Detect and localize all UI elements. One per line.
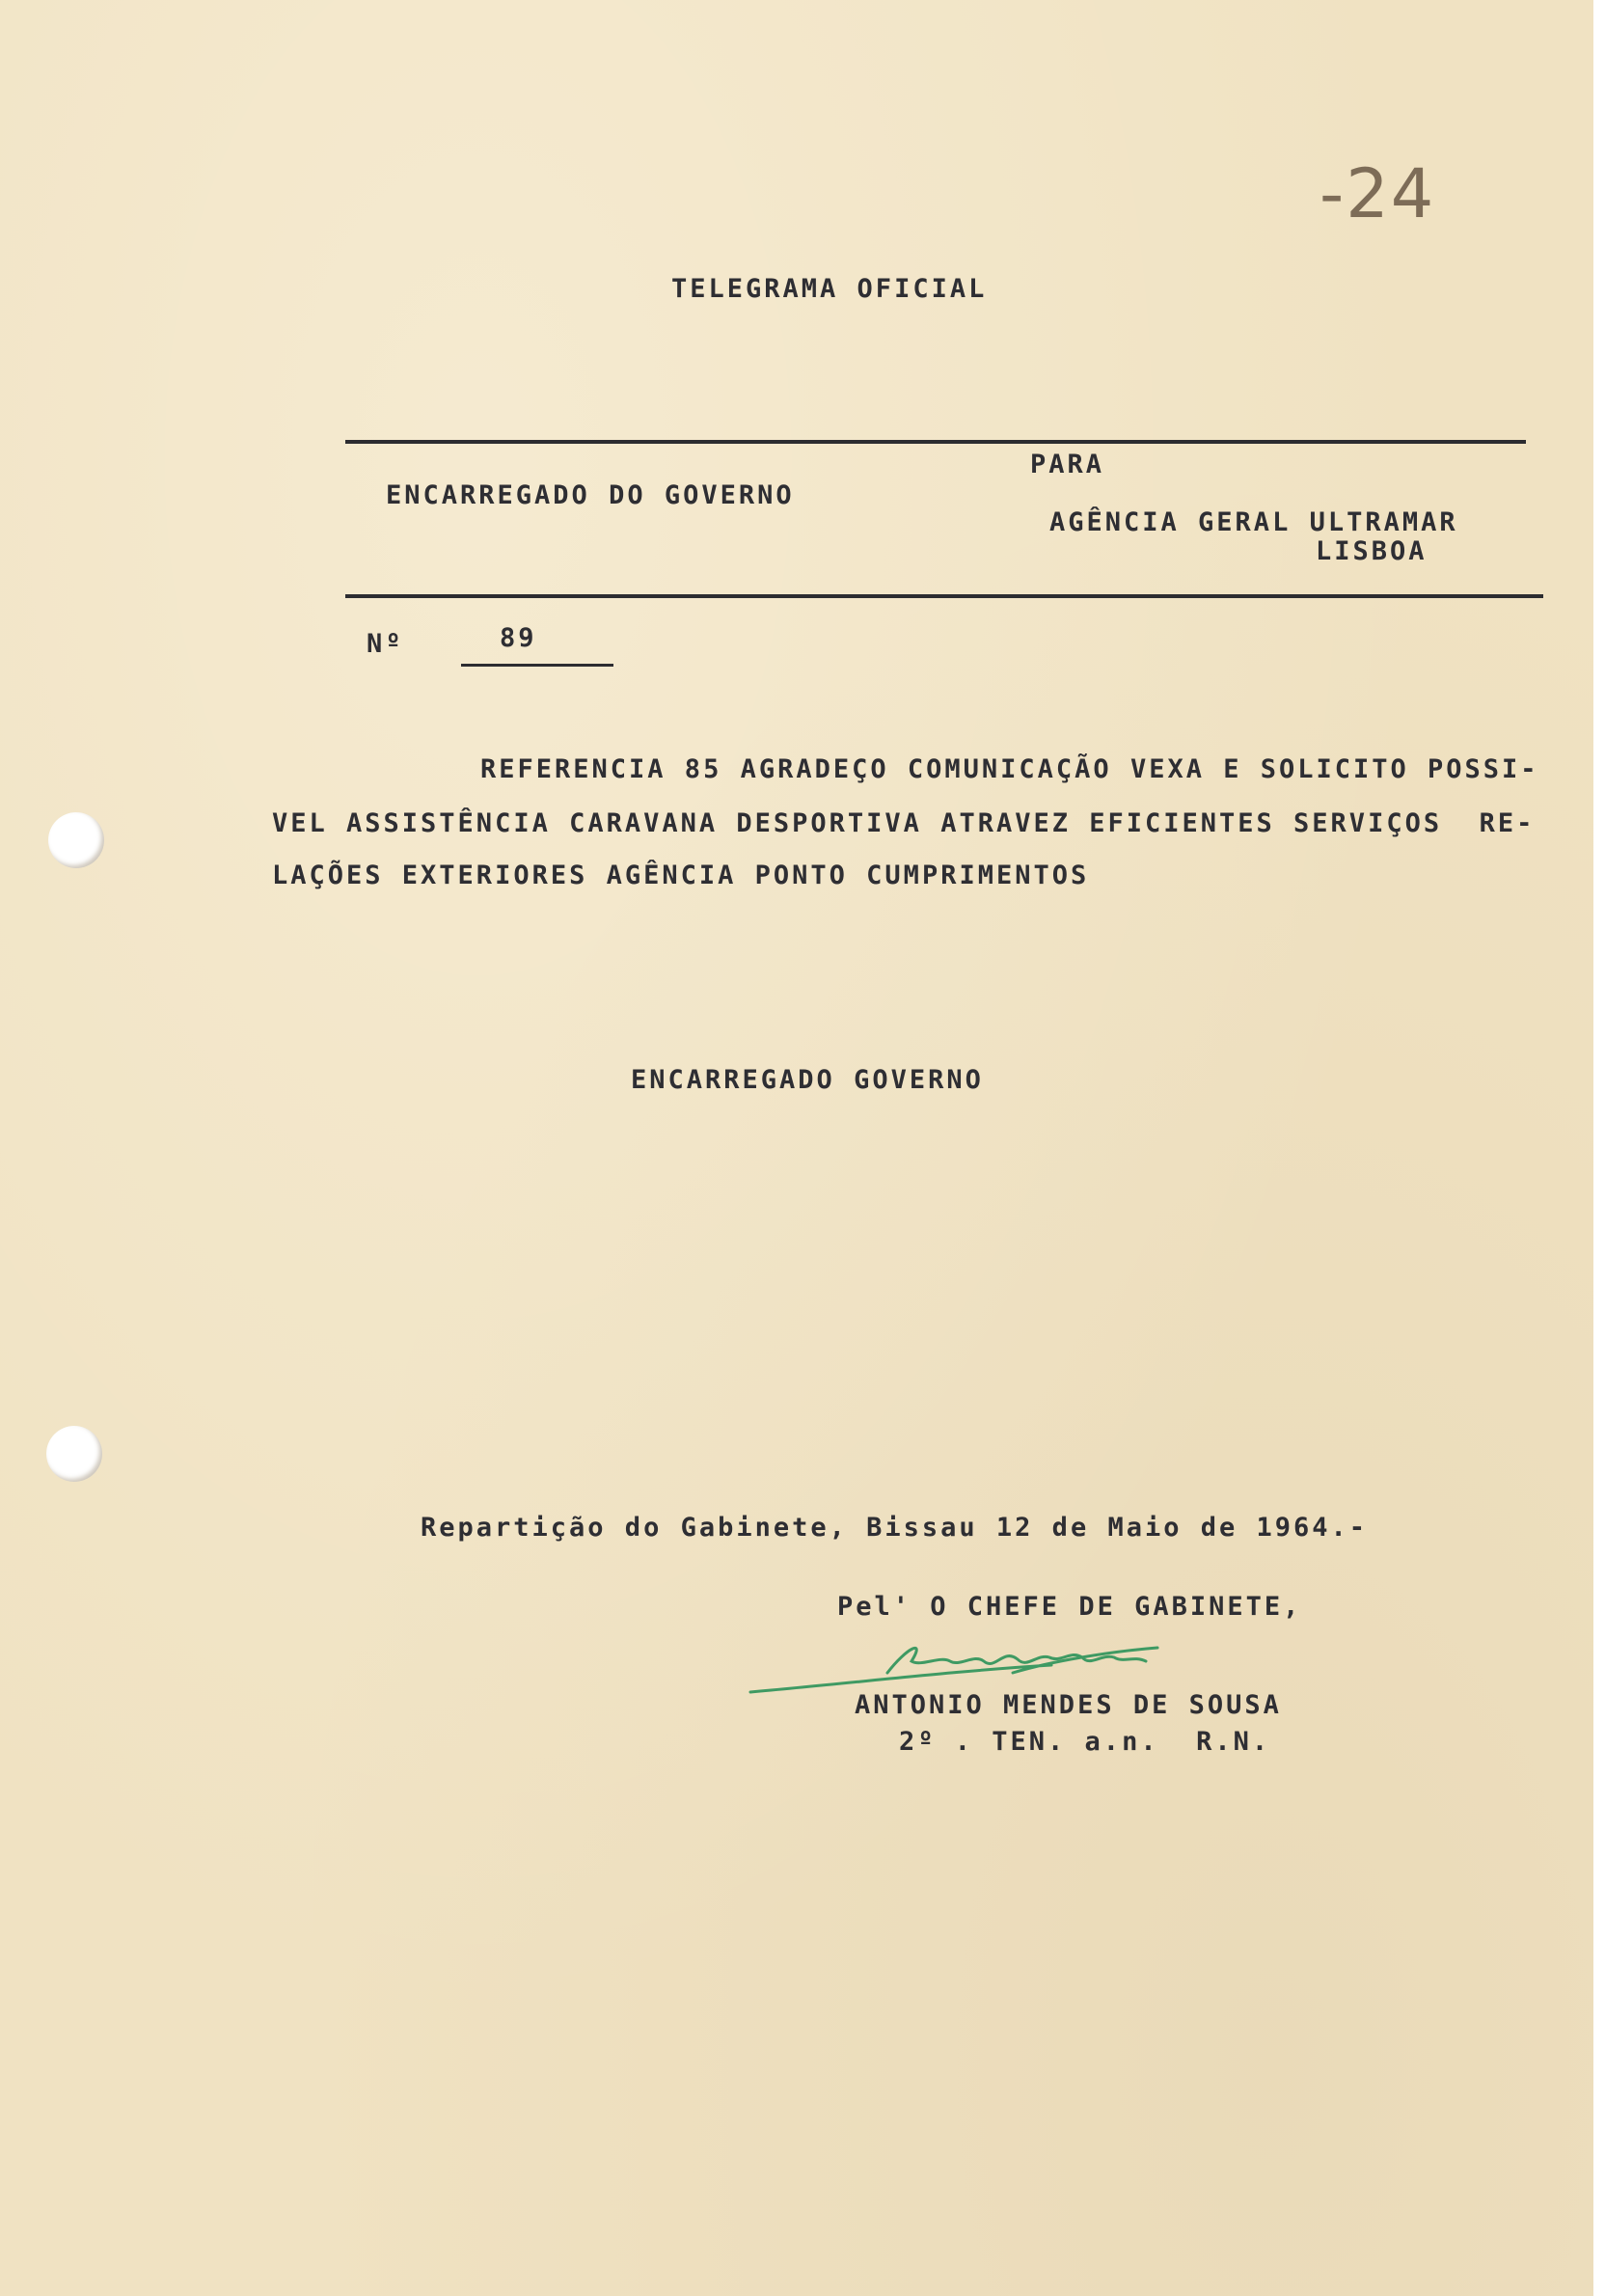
document-title: TELEGRAMA OFICIAL (671, 274, 988, 304)
signatory-name: ANTONIO MENDES DE SOUSA (855, 1690, 1282, 1720)
punch-hole-top (48, 812, 104, 868)
place-and-date: Repartição do Gabinete, Bissau 12 de Maio de 1964.- (421, 1513, 1369, 1543)
number-value: 89 (500, 623, 537, 653)
signatory-title: Pel' O CHEFE DE GABINETE, (837, 1592, 1302, 1622)
closing-signature: ENCARREGADO GOVERNO (631, 1065, 984, 1095)
body-line-2: VEL ASSISTÊNCIA CARAVANA DESPORTIVA ATRAVEZ EFICIENTES SERVIÇOS RE- (272, 808, 1536, 838)
handwritten-page-number: -24 (1319, 154, 1436, 233)
body-line-1: REFERENCIA 85 AGRADEÇO COMUNICAÇÃO VEXA E SOLICITO POSSI- (480, 754, 1539, 784)
scan-edge (1593, 0, 1605, 2296)
recipient-line-1: AGÊNCIA GERAL ULTRAMAR (1049, 507, 1458, 537)
body-line-3: LAÇÕES EXTERIORES AGÊNCIA PONTO CUMPRIMENTOS (272, 861, 1090, 890)
header-bottom-rule (345, 594, 1543, 598)
sender-label: ENCARREGADO DO GOVERNO (386, 480, 795, 510)
recipient-line-2: LISBOA (1316, 536, 1428, 566)
number-underline (461, 664, 613, 667)
signatory-rank: 2º . TEN. a.n. R.N. (899, 1727, 1271, 1757)
punch-hole-bottom (46, 1426, 102, 1482)
number-label: Nº (367, 629, 404, 659)
header-top-rule (345, 440, 1526, 444)
para-label: PARA (1030, 450, 1105, 479)
